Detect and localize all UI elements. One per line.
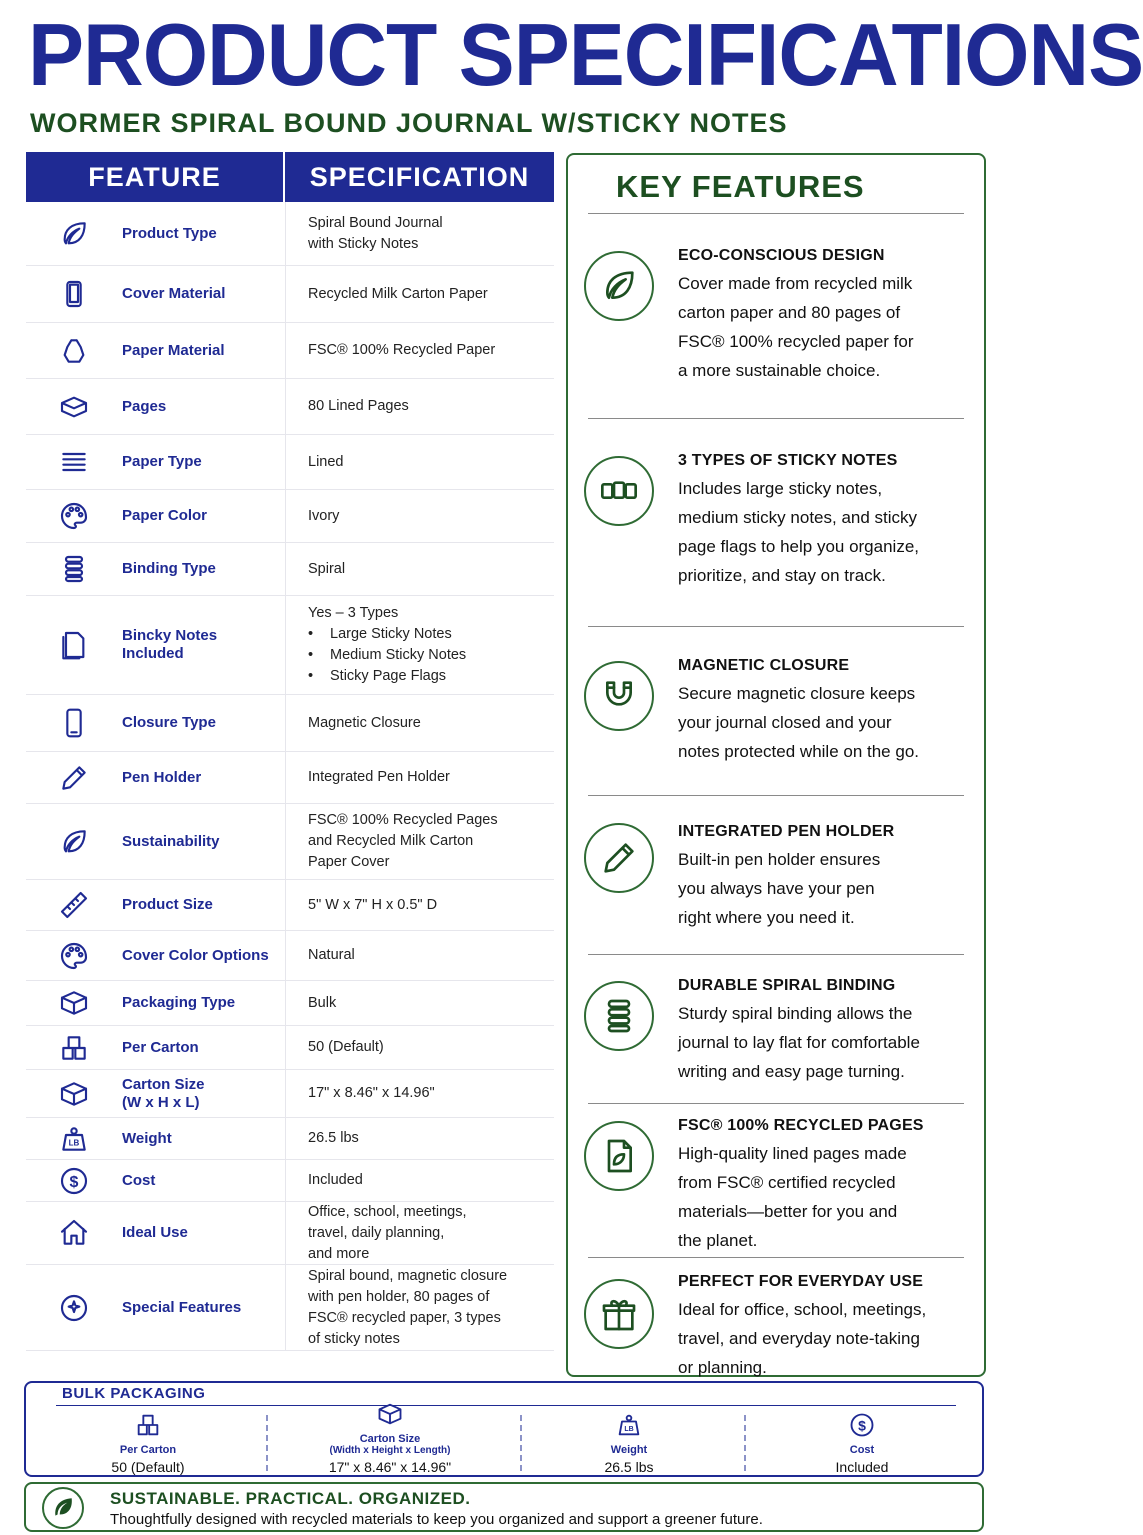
spec-line: 50 (Default) bbox=[308, 1039, 384, 1055]
table-row bbox=[26, 435, 554, 490]
spec-line: FSC® 100% Recycled Paper bbox=[308, 342, 496, 358]
specification-value bbox=[285, 1026, 554, 1069]
key-feature-heading: MAGNETIC CLOSURE bbox=[678, 657, 850, 674]
specification-value bbox=[285, 1118, 554, 1159]
spec-line: Lined bbox=[308, 453, 344, 470]
spec-line: FSC® recycled paper, 3 types bbox=[308, 1309, 501, 1326]
spec-line: Yes – 3 Types bbox=[308, 605, 399, 621]
key-feature-description bbox=[678, 474, 978, 590]
key-feature-description bbox=[678, 679, 978, 766]
specification-value bbox=[285, 490, 554, 542]
table-row bbox=[26, 1160, 554, 1202]
spec-line: Natural bbox=[308, 947, 355, 963]
leaf-icon bbox=[42, 1487, 84, 1529]
dollar-icon bbox=[844, 1411, 880, 1444]
specification-value bbox=[285, 435, 554, 489]
specification-value bbox=[285, 596, 554, 694]
feature-label: Product Size bbox=[122, 896, 213, 913]
bulk-cell-label: Carton Size bbox=[359, 1433, 421, 1445]
bulk-cell-value: Included bbox=[835, 1459, 889, 1475]
weight-icon bbox=[26, 1118, 122, 1159]
magnet-icon bbox=[584, 661, 654, 731]
key-feature-line: carton paper and 80 pages of bbox=[678, 303, 901, 322]
specification-value bbox=[285, 931, 554, 980]
palette-icon bbox=[26, 931, 122, 980]
key-feature-heading: PERFECT FOR EVERYDAY USE bbox=[678, 1273, 924, 1290]
spec-line: and more bbox=[308, 1245, 370, 1262]
leaf-icon bbox=[584, 251, 654, 321]
pen-icon bbox=[584, 823, 654, 893]
table-row bbox=[26, 880, 554, 931]
bulk-divider-line bbox=[56, 1405, 956, 1406]
bulk-cell-divider bbox=[744, 1415, 746, 1471]
ruler-icon bbox=[26, 880, 122, 930]
feature-label: Cover Color Options bbox=[122, 946, 269, 964]
leaf-icon bbox=[26, 202, 122, 265]
bulk-cell-label: Weight bbox=[610, 1444, 648, 1456]
key-feature-description bbox=[678, 845, 978, 932]
specification-value bbox=[285, 202, 554, 265]
key-feature-line: writing and easy page turning. bbox=[678, 1062, 905, 1081]
spec-table bbox=[26, 152, 554, 1351]
feature-label: Weight bbox=[122, 1129, 172, 1147]
bulk-cell-value: 17" x 8.46" x 14.96" bbox=[328, 1459, 452, 1475]
key-features-panel bbox=[566, 153, 986, 1377]
feature-label: Closure Type bbox=[122, 714, 216, 731]
table-row bbox=[26, 695, 554, 752]
spec-line: 17" x 8.46" x 14.96" bbox=[308, 1085, 435, 1101]
specification-value bbox=[285, 379, 554, 434]
bulk-cell-value: 50 (Default) bbox=[111, 1459, 185, 1475]
spec-line: FSC® 100% Recycled Pages bbox=[308, 812, 498, 828]
key-feature-line: Ideal for office, school, meetings, bbox=[678, 1300, 927, 1319]
key-feature-line: from FSC® certified recycled bbox=[678, 1173, 896, 1192]
footer-banner bbox=[24, 1482, 984, 1532]
bulk-cell-divider bbox=[266, 1415, 268, 1471]
key-feature-line: FSC® 100% recycled paper for bbox=[678, 332, 914, 351]
footer-body: Thoughtfully designed with recycled materials to keep you organized and support a greener future. bbox=[110, 1511, 763, 1528]
boxes-icon bbox=[130, 1411, 166, 1444]
specification-column-header: SPECIFICATION bbox=[309, 161, 530, 192]
key-feature-divider bbox=[588, 954, 964, 955]
spec-line: Ivory bbox=[308, 507, 340, 524]
specification-value bbox=[285, 804, 554, 879]
specification-value bbox=[285, 1070, 554, 1117]
bulk-cell-label: Cost bbox=[849, 1444, 875, 1456]
page-title: PRODUCT SPECIFICATIONS bbox=[28, 5, 1143, 104]
spiral-icon bbox=[584, 981, 654, 1051]
key-feature-line: Built-in pen holder ensures bbox=[678, 850, 881, 869]
specification-value bbox=[285, 880, 554, 930]
feature-label: Cost bbox=[122, 1171, 156, 1189]
key-features-title: KEY FEATURES bbox=[616, 169, 865, 204]
table-row bbox=[26, 266, 554, 323]
key-feature-divider bbox=[588, 1103, 964, 1104]
key-feature-heading: INTEGRATED PEN HOLDER bbox=[678, 823, 895, 840]
sticky-note-icon bbox=[26, 596, 122, 694]
feature-column-header: FEATURE bbox=[26, 152, 285, 202]
box-icon bbox=[372, 1400, 408, 1433]
key-feature-divider bbox=[588, 1257, 964, 1258]
spiral-icon bbox=[26, 543, 122, 595]
bulk-cell-label: Per Carton bbox=[119, 1444, 177, 1456]
key-feature-line: High-quality lined pages made bbox=[678, 1144, 907, 1163]
weight-icon bbox=[611, 1411, 647, 1444]
key-feature-line: Sturdy spiral binding allows the bbox=[678, 1004, 913, 1023]
specification-value bbox=[285, 543, 554, 595]
table-row bbox=[26, 490, 554, 543]
table-row bbox=[26, 1202, 554, 1265]
spec-line: Office, school, meetings, bbox=[308, 1203, 467, 1220]
spec-line: Included bbox=[308, 1172, 363, 1188]
table-row bbox=[26, 1070, 554, 1118]
key-feature-line: or planning. bbox=[678, 1358, 767, 1377]
table-row bbox=[26, 804, 554, 880]
spec-line: Spiral bbox=[308, 560, 346, 577]
svg-text:LB: LB bbox=[624, 1425, 634, 1433]
spec-line: 26.5 lbs bbox=[308, 1130, 359, 1146]
key-feature-line: notes protected while on the go. bbox=[678, 742, 919, 761]
spec-line: Spiral bound, magnetic closure bbox=[308, 1267, 508, 1284]
spec-bullet-list bbox=[308, 624, 554, 687]
key-feature-line: your journal closed and your bbox=[678, 713, 892, 732]
home-icon bbox=[26, 1202, 122, 1264]
svg-text:$: $ bbox=[858, 1417, 866, 1434]
spec-line: with Sticky Notes bbox=[308, 235, 419, 252]
feature-label: Binding Type bbox=[122, 560, 216, 577]
table-row bbox=[26, 752, 554, 804]
spec-line: Paper Cover bbox=[308, 854, 390, 870]
table-row bbox=[26, 981, 554, 1026]
spec-table-header bbox=[26, 152, 554, 202]
spec-bullet: • Medium Sticky Notes bbox=[308, 645, 554, 666]
key-feature-line: journal to lay flat for comfortable bbox=[678, 1033, 920, 1052]
feature-label: Pages bbox=[122, 397, 167, 415]
tablet-icon bbox=[26, 266, 122, 322]
key-feature-line: prioritize, and stay on track. bbox=[678, 566, 886, 585]
table-row bbox=[26, 543, 554, 596]
footer-heading: SUSTAINABLE. PRACTICAL. ORGANIZED. bbox=[110, 1489, 471, 1508]
spec-line: travel, daily planning, bbox=[308, 1224, 445, 1241]
recycle-icon bbox=[26, 323, 122, 378]
key-feature-divider bbox=[588, 795, 964, 796]
key-feature-line: materials—better for you and bbox=[678, 1202, 898, 1221]
bulk-packaging-cell bbox=[752, 1409, 972, 1475]
specification-value bbox=[285, 1160, 554, 1201]
table-row bbox=[26, 596, 554, 695]
table-row bbox=[26, 379, 554, 435]
feature-label: Paper Type bbox=[122, 453, 202, 470]
key-feature-divider bbox=[588, 626, 964, 627]
pen-icon bbox=[26, 752, 122, 803]
specification-value bbox=[285, 1202, 554, 1264]
feature-label: Ideal Use bbox=[122, 1224, 188, 1241]
table-row bbox=[26, 931, 554, 981]
bulk-packaging-cell bbox=[38, 1409, 258, 1475]
bulk-cell-sublabel: (Width x Height x Length) bbox=[329, 1445, 451, 1456]
svg-text:$: $ bbox=[69, 1173, 79, 1191]
key-feature-line: the planet. bbox=[678, 1231, 758, 1250]
key-feature-heading: 3 TYPES OF STICKY NOTES bbox=[678, 452, 898, 469]
spec-line: with pen holder, 80 pages of bbox=[308, 1288, 490, 1305]
feature-label: Packaging Type bbox=[122, 994, 236, 1011]
key-feature-heading: FSC® 100% RECYCLED PAGES bbox=[678, 1117, 924, 1134]
spec-bullet: • Large Sticky Notes bbox=[308, 624, 554, 645]
spec-line: and Recycled Milk Carton bbox=[308, 833, 474, 849]
feature-label: Paper Material bbox=[122, 341, 225, 359]
svg-text:LB: LB bbox=[68, 1138, 80, 1148]
palette-icon bbox=[26, 490, 122, 542]
page-subtitle: WORMER SPIRAL BOUND JOURNAL W/STICKY NOTES bbox=[30, 108, 788, 138]
key-feature-heading: DURABLE SPIRAL BINDING bbox=[678, 977, 896, 994]
phone-icon bbox=[26, 695, 122, 751]
specification-value bbox=[285, 1265, 554, 1350]
key-feature-description bbox=[678, 269, 978, 385]
key-feature-line: Includes large sticky notes, bbox=[678, 479, 883, 498]
table-row bbox=[26, 1265, 554, 1351]
feature-label: Product Type bbox=[122, 224, 217, 242]
spec-line: 5" W x 7" H x 0.5" D bbox=[308, 896, 438, 913]
bulk-packaging-cell bbox=[280, 1409, 500, 1475]
key-feature-line: medium sticky notes, and sticky bbox=[678, 508, 918, 527]
feature-label: Cover Material bbox=[122, 285, 226, 302]
key-feature-line: Secure magnetic closure keeps bbox=[678, 684, 916, 703]
table-row bbox=[26, 1118, 554, 1160]
gift-icon bbox=[584, 1279, 654, 1349]
spec-line: Bulk bbox=[308, 994, 337, 1011]
table-row bbox=[26, 323, 554, 379]
key-feature-description bbox=[678, 999, 978, 1086]
spec-line: 80 Lined Pages bbox=[308, 398, 409, 414]
spec-line: Spiral Bound Journal bbox=[308, 214, 443, 231]
boxes-icon bbox=[26, 1026, 122, 1069]
feature-label: Sustainability bbox=[122, 832, 220, 850]
key-feature-line: a more sustainable choice. bbox=[678, 361, 881, 380]
paper-stack-icon bbox=[26, 379, 122, 434]
spec-line: of sticky notes bbox=[308, 1330, 400, 1347]
key-feature-divider bbox=[588, 213, 964, 214]
specification-value bbox=[285, 752, 554, 803]
box-icon bbox=[26, 981, 122, 1025]
key-feature-line: right where you need it. bbox=[678, 908, 855, 927]
table-row bbox=[26, 202, 554, 266]
lines-icon bbox=[26, 435, 122, 489]
bulk-packaging-panel bbox=[24, 1381, 984, 1477]
specification-value bbox=[285, 695, 554, 751]
sticky-notes-icon bbox=[584, 456, 654, 526]
specification-value bbox=[285, 323, 554, 378]
key-feature-description bbox=[678, 1139, 978, 1255]
bulk-cell-value: 26.5 lbs bbox=[604, 1459, 654, 1475]
document-leaf-icon bbox=[584, 1121, 654, 1191]
spec-line: Recycled Milk Carton Paper bbox=[308, 285, 488, 302]
feature-label: Pen Holder bbox=[122, 768, 202, 786]
feature-label: Special Features bbox=[122, 1298, 242, 1316]
table-row bbox=[26, 1026, 554, 1070]
key-feature-line: travel, and everyday note-taking bbox=[678, 1329, 920, 1348]
feature-label: Paper Color bbox=[122, 507, 208, 524]
bulk-cell-divider bbox=[520, 1415, 522, 1471]
key-feature-description bbox=[678, 1295, 978, 1382]
spec-line: Integrated Pen Holder bbox=[308, 769, 450, 785]
feature-label: Bincky Notes Included bbox=[122, 627, 218, 662]
specification-value bbox=[285, 981, 554, 1025]
spec-bullet: • Sticky Page Flags bbox=[308, 666, 554, 687]
key-feature-line: page flags to help you organize, bbox=[678, 537, 920, 556]
spec-line: Magnetic Closure bbox=[308, 714, 421, 731]
leaf-icon bbox=[26, 804, 122, 879]
bulk-packaging-cell bbox=[519, 1409, 739, 1475]
key-feature-divider bbox=[588, 418, 964, 419]
dollar-icon bbox=[26, 1160, 122, 1201]
sparkle-icon bbox=[26, 1265, 122, 1350]
key-feature-heading: ECO-CONSCIOUS DESIGN bbox=[678, 247, 885, 264]
feature-label: Carton Size (W x H x L) bbox=[122, 1075, 205, 1111]
box-icon bbox=[26, 1070, 122, 1117]
key-feature-line: you always have your pen bbox=[678, 879, 875, 898]
feature-label: Per Carton bbox=[122, 1038, 199, 1056]
bulk-packaging-title: BULK PACKAGING bbox=[62, 1385, 206, 1402]
specification-value bbox=[285, 266, 554, 322]
key-feature-line: Cover made from recycled milk bbox=[678, 274, 913, 293]
